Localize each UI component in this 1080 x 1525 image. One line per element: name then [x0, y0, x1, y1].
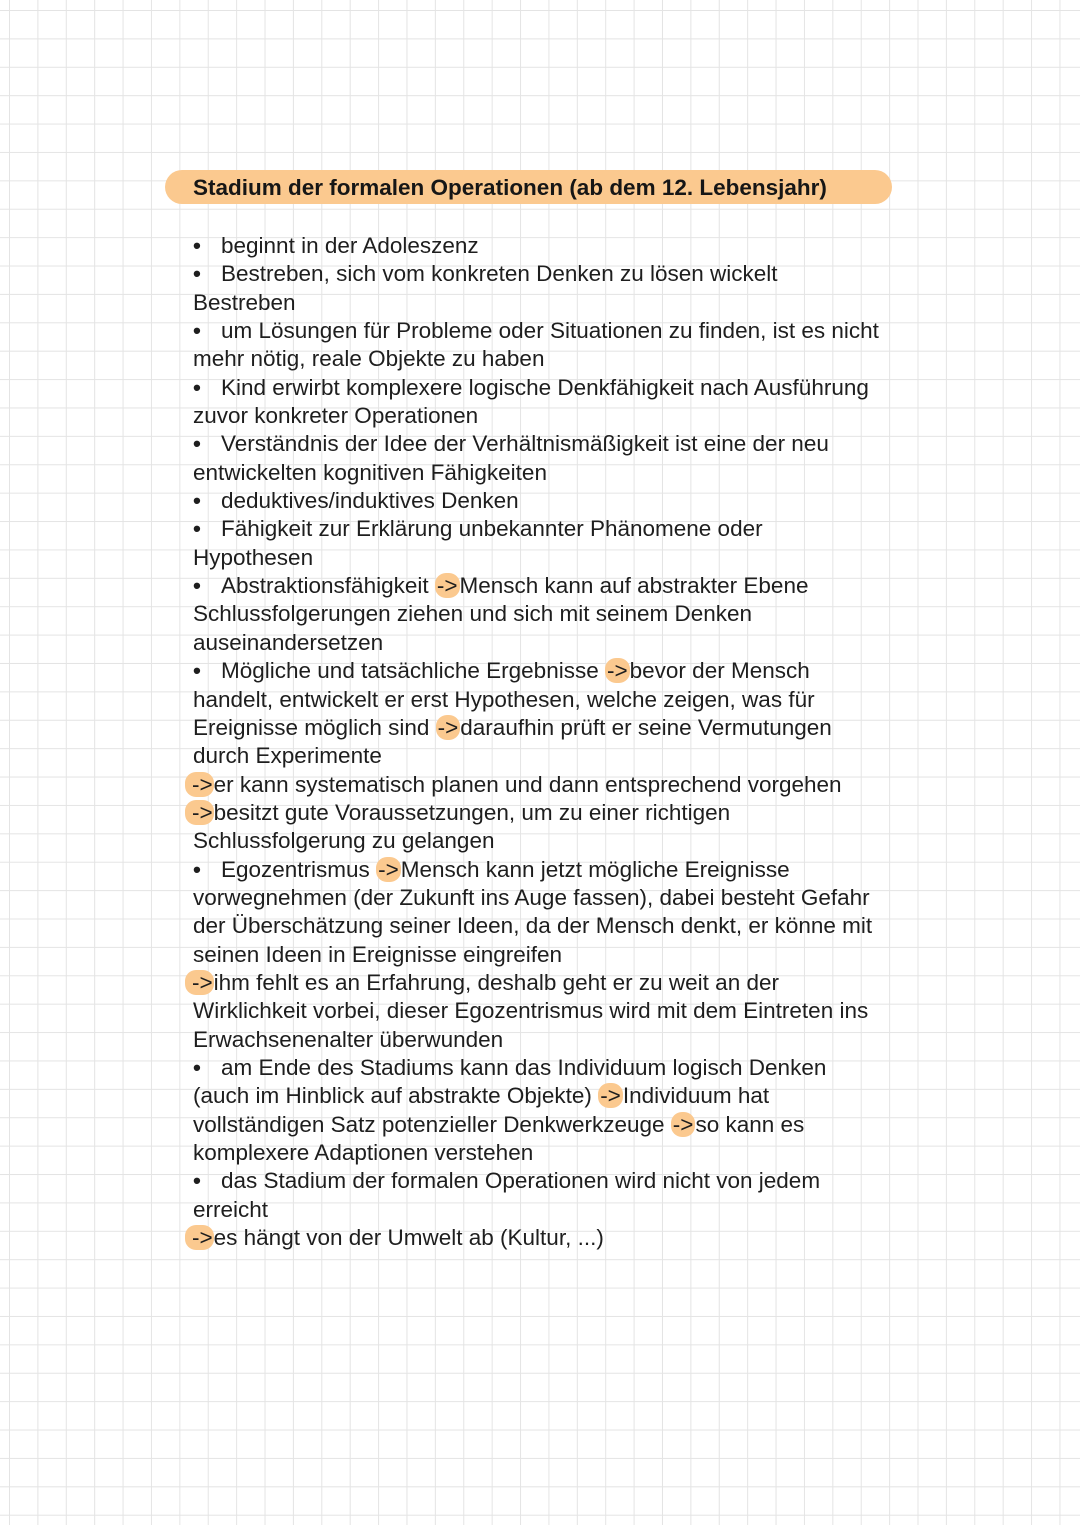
- bullet-icon: •: [193, 1168, 201, 1194]
- arrow-highlight: ->: [607, 658, 628, 684]
- note-line: Schlussfolgerung zu gelangen: [193, 828, 495, 854]
- bullet-icon: •: [193, 431, 201, 457]
- arrow-highlight: ->: [185, 970, 214, 995]
- arrow-highlight: ->: [185, 772, 214, 797]
- bullet-icon: •: [193, 658, 201, 684]
- note-line: Wirklichkeit vorbei, dieser Egozentrismus wird mit dem Eintreten ins: [193, 998, 869, 1024]
- note-line: vorwegnehmen (der Zukunft ins Auge fassen), dabei besteht Gefahr: [193, 884, 870, 910]
- note-line: • beginnt in der Adoleszenz: [193, 232, 933, 260]
- note-line: ->besitzt gute Voraussetzungen, um zu einer richtigen: [193, 799, 933, 827]
- note-line: • Abstraktionsfähigkeit ->Mensch kann auf abstrakter Ebene: [193, 572, 933, 600]
- bullet-icon: •: [193, 856, 201, 882]
- note-line: • Verständnis der Idee der Verhältnismäßigkeit ist eine der neu: [193, 430, 933, 458]
- note-line: mehr nötig, reale Objekte zu haben: [193, 346, 545, 372]
- note-line: auseinandersetzen: [193, 629, 384, 655]
- arrow-highlight: ->: [185, 800, 214, 825]
- note-line: Hypothesen: [193, 544, 314, 570]
- note-line: Schlussfolgerungen ziehen und sich mit seinem Denken: [193, 601, 753, 627]
- note-line: Erwachsenenalter überwunden: [193, 1026, 504, 1052]
- note-line: • um Lösungen für Probleme oder Situationen zu finden, ist es nicht: [193, 317, 933, 345]
- note-line: erreicht: [193, 1196, 269, 1222]
- note-line: • deduktives/induktives Denken: [193, 487, 933, 515]
- note-line: • Mögliche und tatsächliche Ergebnisse ->bevor der Mensch: [193, 657, 933, 685]
- note-line: ->ihm fehlt es an Erfahrung, deshalb geht er zu weit an der: [193, 969, 933, 997]
- bullet-icon: •: [193, 1054, 201, 1080]
- note-line: • Fähigkeit zur Erklärung unbekannter Phänomene oder: [193, 515, 933, 543]
- note-line: • Kind erwirbt komplexere logische Denkfähigkeit nach Ausführung: [193, 374, 933, 402]
- note-line: entwickelten kognitiven Fähigkeiten: [193, 459, 547, 485]
- note-line: durch Experimente: [193, 743, 382, 769]
- note-line: der Überschätzung seiner Ideen, da der Mensch denkt, er könne mit: [193, 913, 873, 939]
- arrow-highlight: ->: [672, 1111, 694, 1137]
- bullet-icon: •: [193, 374, 201, 400]
- bullet-icon: •: [193, 488, 201, 514]
- note-line: komplexere Adaptionen verstehen: [193, 1140, 534, 1165]
- note-line: • am Ende des Stadiums kann das Individuum logisch Denken: [193, 1054, 933, 1082]
- arrow-highlight: ->: [436, 573, 458, 599]
- arrow-highlight: ->: [185, 1225, 214, 1250]
- note-line: Ereignisse möglich sind ->daraufhin prüft er seine Vermutungen: [193, 714, 832, 740]
- page-title: Stadium der formalen Operationen (ab dem 12. Lebensjahr): [165, 170, 892, 204]
- bullet-icon: •: [193, 318, 201, 344]
- note-line: ->es hängt von der Umwelt ab (Kultur, ...): [193, 1224, 933, 1252]
- arrow-highlight: ->: [378, 856, 399, 882]
- bullet-icon: •: [193, 516, 201, 542]
- note-line: • das Stadium der formalen Operationen wird nicht von jedem: [193, 1167, 933, 1195]
- note-line: ->er kann systematisch planen und dann entsprechend vorgehen: [193, 771, 933, 799]
- arrow-highlight: ->: [600, 1083, 621, 1109]
- note-line: vollständigen Satz potenzieller Denkwerkzeuge ->so kann es: [193, 1111, 805, 1137]
- note-line: seinen Ideen in Ereignisse eingreifen: [193, 941, 562, 967]
- note-line: • Egozentrismus ->Mensch kann jetzt mögliche Ereignisse: [193, 856, 933, 884]
- arrow-highlight: ->: [437, 714, 459, 740]
- bullet-icon: •: [193, 573, 201, 599]
- note-line: Bestreben: [193, 289, 296, 315]
- note-line: zuvor konkreter Operationen: [193, 403, 479, 429]
- bullet-icon: •: [193, 261, 201, 287]
- bullet-icon: •: [193, 233, 201, 258]
- note-line: (auch im Hinblick auf abstrakte Objekte) ->Individuum hat: [193, 1083, 770, 1109]
- notes-content: [193, 232, 933, 1252]
- note-line: • Bestreben, sich vom konkreten Denken zu lösen wickelt: [193, 260, 933, 288]
- note-line: handelt, entwickelt er erst Hypothesen, welche zeigen, was für: [193, 686, 815, 712]
